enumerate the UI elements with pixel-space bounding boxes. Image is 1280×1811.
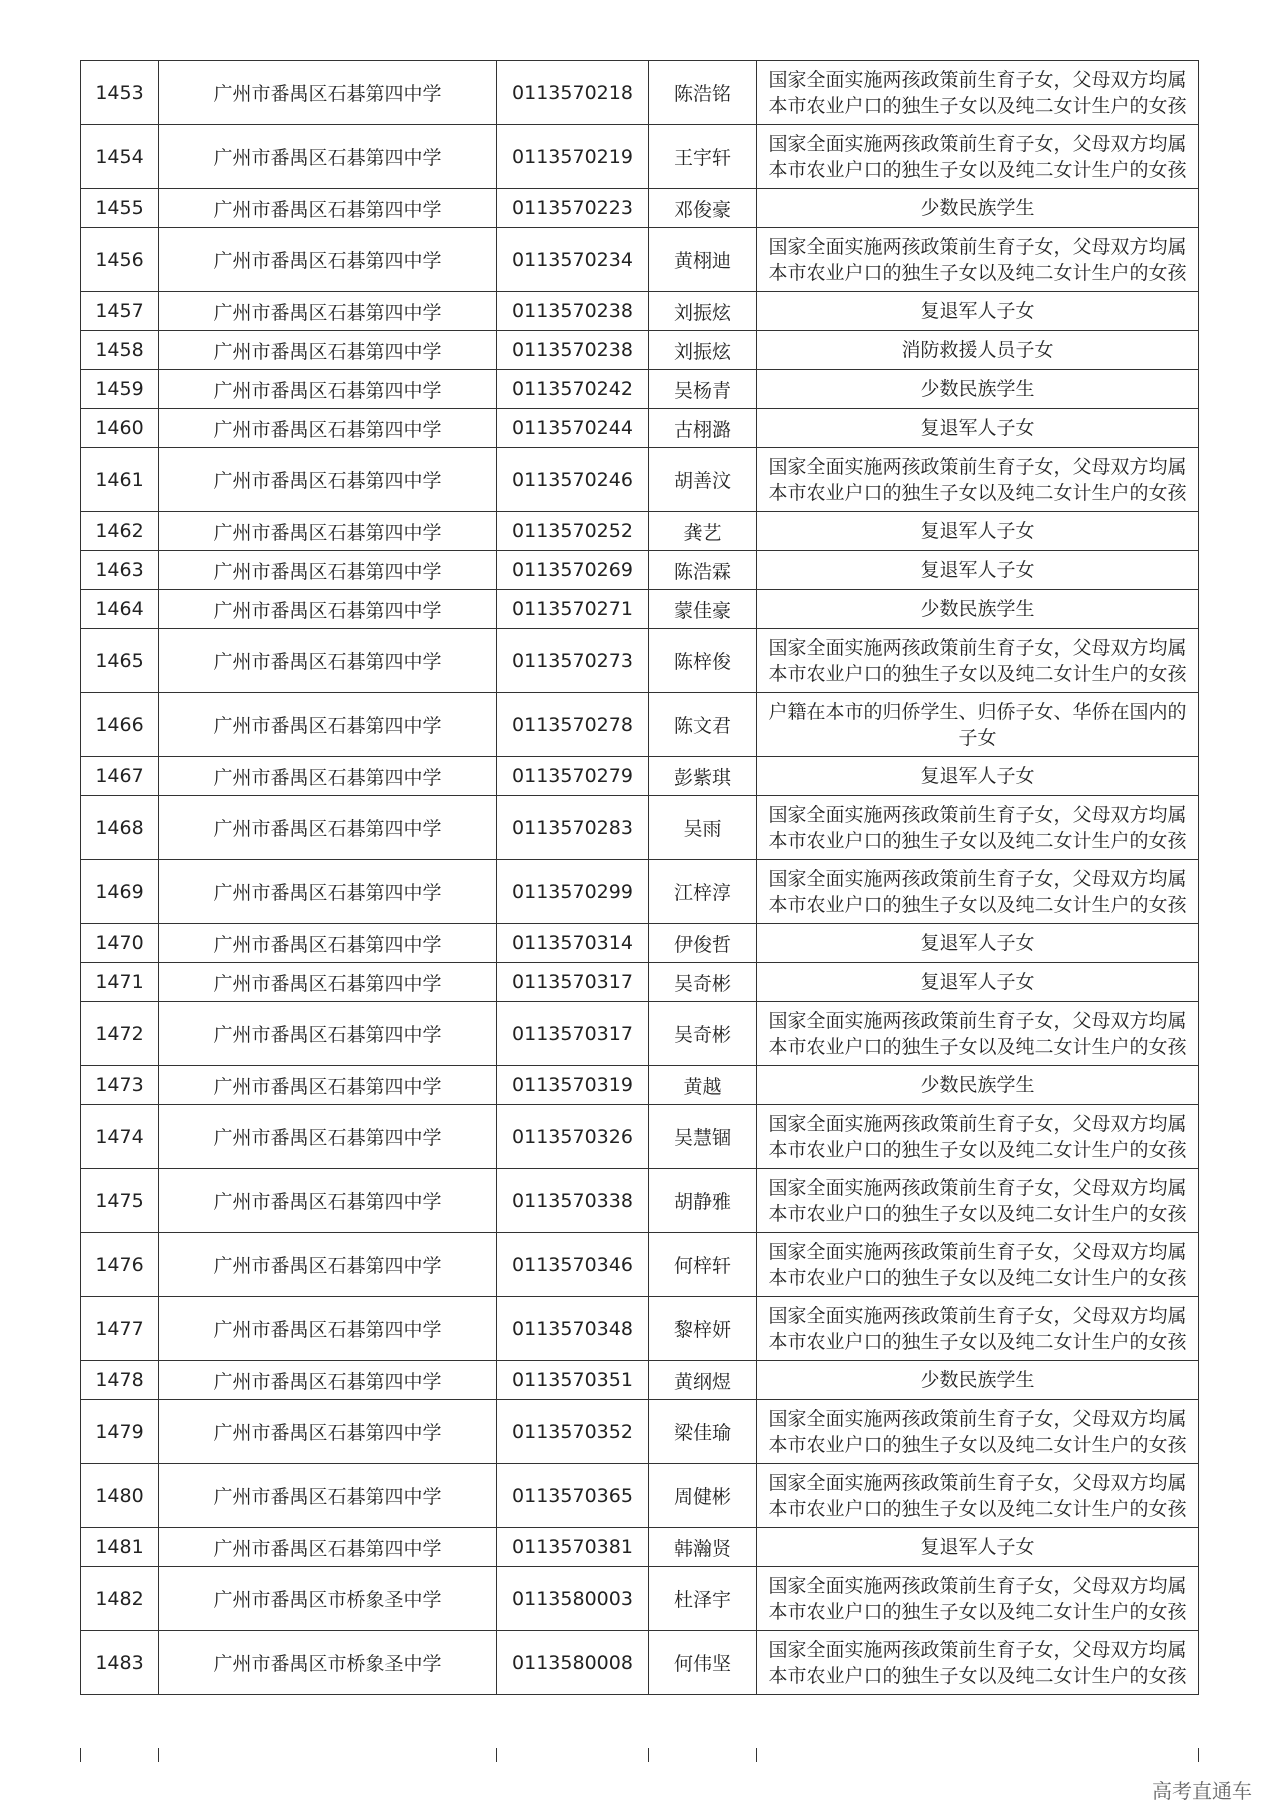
cell-category: 复退军人子女 (757, 963, 1199, 1002)
cell-category: 国家全面实施两孩政策前生育子女，父母双方均属本市农业户口的独生子女以及纯二女计生户的女孩 (757, 1105, 1199, 1169)
cell-number: 1482 (81, 1567, 159, 1631)
cell-student-id: 0113570338 (497, 1169, 649, 1233)
table-row (81, 1400, 1199, 1464)
cell-name: 胡静雅 (649, 1169, 757, 1233)
cell-category: 复退军人子女 (757, 757, 1199, 796)
cell-name: 古栩潞 (649, 409, 757, 448)
cell-student-id: 0113570317 (497, 1002, 649, 1066)
table-row (81, 1464, 1199, 1528)
cell-student-id: 0113570279 (497, 757, 649, 796)
cell-school: 广州市番禺区石碁第四中学 (159, 1105, 497, 1169)
cell-student-id: 0113570283 (497, 796, 649, 860)
table-row (81, 860, 1199, 924)
cell-category: 国家全面实施两孩政策前生育子女，父母双方均属本市农业户口的独生子女以及纯二女计生户的女孩 (757, 1567, 1199, 1631)
cell-school: 广州市番禺区石碁第四中学 (159, 1233, 497, 1297)
table-row (81, 629, 1199, 693)
cell-school: 广州市番禺区石碁第四中学 (159, 551, 497, 590)
cell-school: 广州市番禺区石碁第四中学 (159, 693, 497, 757)
cell-category: 消防救援人员子女 (757, 331, 1199, 370)
table-row (81, 1002, 1199, 1066)
cell-name: 何梓轩 (649, 1233, 757, 1297)
table-continuation-lines (80, 1748, 1198, 1762)
cell-number: 1464 (81, 590, 159, 629)
cell-number: 1465 (81, 629, 159, 693)
cell-number: 1476 (81, 1233, 159, 1297)
cell-category: 复退军人子女 (757, 512, 1199, 551)
cell-name: 吴雨 (649, 796, 757, 860)
table-row (81, 448, 1199, 512)
cell-school: 广州市番禺区石碁第四中学 (159, 448, 497, 512)
cell-school: 广州市番禺区石碁第四中学 (159, 796, 497, 860)
cell-category: 国家全面实施两孩政策前生育子女，父母双方均属本市农业户口的独生子女以及纯二女计生户的女孩 (757, 61, 1199, 125)
table-row (81, 331, 1199, 370)
table-row (81, 796, 1199, 860)
table-row (81, 1361, 1199, 1400)
cell-name: 何伟坚 (649, 1631, 757, 1695)
cell-category: 国家全面实施两孩政策前生育子女，父母双方均属本市农业户口的独生子女以及纯二女计生户的女孩 (757, 1400, 1199, 1464)
cell-name: 陈文君 (649, 693, 757, 757)
cell-category: 复退军人子女 (757, 551, 1199, 590)
cell-student-id: 0113570365 (497, 1464, 649, 1528)
cell-school: 广州市番禺区石碁第四中学 (159, 924, 497, 963)
cell-number: 1469 (81, 860, 159, 924)
cell-school: 广州市番禺区石碁第四中学 (159, 228, 497, 292)
cell-category: 国家全面实施两孩政策前生育子女，父母双方均属本市农业户口的独生子女以及纯二女计生户的女孩 (757, 860, 1199, 924)
cell-number: 1475 (81, 1169, 159, 1233)
cell-student-id: 0113570351 (497, 1361, 649, 1400)
cell-category: 国家全面实施两孩政策前生育子女，父母双方均属本市农业户口的独生子女以及纯二女计生户的女孩 (757, 228, 1199, 292)
cell-name: 周健彬 (649, 1464, 757, 1528)
cell-number: 1454 (81, 125, 159, 189)
cell-school: 广州市番禺区石碁第四中学 (159, 1297, 497, 1361)
cell-name: 陈浩铭 (649, 61, 757, 125)
cell-student-id: 0113570234 (497, 228, 649, 292)
cell-student-id: 0113570381 (497, 1528, 649, 1567)
cell-school: 广州市番禺区石碁第四中学 (159, 1066, 497, 1105)
cell-category: 少数民族学生 (757, 1361, 1199, 1400)
cell-student-id: 0113570352 (497, 1400, 649, 1464)
cell-name: 梁佳瑜 (649, 1400, 757, 1464)
cell-number: 1481 (81, 1528, 159, 1567)
cell-school: 广州市番禺区石碁第四中学 (159, 1361, 497, 1400)
table-row (81, 924, 1199, 963)
cell-school: 广州市番禺区石碁第四中学 (159, 125, 497, 189)
cell-name: 吴奇彬 (649, 1002, 757, 1066)
table-row (81, 512, 1199, 551)
cell-number: 1479 (81, 1400, 159, 1464)
table-row (81, 693, 1199, 757)
cell-school: 广州市番禺区石碁第四中学 (159, 1002, 497, 1066)
cell-name: 黎梓妍 (649, 1297, 757, 1361)
cell-name: 邓俊豪 (649, 189, 757, 228)
cell-school: 广州市番禺区石碁第四中学 (159, 331, 497, 370)
cell-student-id: 0113580008 (497, 1631, 649, 1695)
cell-name: 黄越 (649, 1066, 757, 1105)
cell-number: 1462 (81, 512, 159, 551)
cell-number: 1470 (81, 924, 159, 963)
cell-category: 国家全面实施两孩政策前生育子女，父母双方均属本市农业户口的独生子女以及纯二女计生户的女孩 (757, 1631, 1199, 1695)
cell-number: 1467 (81, 757, 159, 796)
cell-number: 1480 (81, 1464, 159, 1528)
cell-name: 杜泽宇 (649, 1567, 757, 1631)
table-row (81, 1233, 1199, 1297)
cell-school: 广州市番禺区石碁第四中学 (159, 1528, 497, 1567)
cell-student-id: 0113570218 (497, 61, 649, 125)
cell-school: 广州市番禺区石碁第四中学 (159, 590, 497, 629)
cell-student-id: 0113570317 (497, 963, 649, 1002)
cell-school: 广州市番禺区石碁第四中学 (159, 1464, 497, 1528)
cell-number: 1456 (81, 228, 159, 292)
cell-student-id: 0113570326 (497, 1105, 649, 1169)
cell-student-id: 0113570278 (497, 693, 649, 757)
cell-number: 1483 (81, 1631, 159, 1695)
cell-category: 少数民族学生 (757, 189, 1199, 228)
cell-category: 国家全面实施两孩政策前生育子女，父母双方均属本市农业户口的独生子女以及纯二女计生户的女孩 (757, 1169, 1199, 1233)
cell-student-id: 0113570299 (497, 860, 649, 924)
cell-student-id: 0113570219 (497, 125, 649, 189)
cell-number: 1461 (81, 448, 159, 512)
table-row (81, 757, 1199, 796)
cell-number: 1460 (81, 409, 159, 448)
table-row (81, 292, 1199, 331)
table-row (81, 1567, 1199, 1631)
cell-school: 广州市番禺区石碁第四中学 (159, 963, 497, 1002)
cell-name: 刘振炫 (649, 331, 757, 370)
cell-student-id: 0113570238 (497, 331, 649, 370)
cell-school: 广州市番禺区石碁第四中学 (159, 1169, 497, 1233)
cell-category: 国家全面实施两孩政策前生育子女，父母双方均属本市农业户口的独生子女以及纯二女计生户的女孩 (757, 1297, 1199, 1361)
cell-student-id: 0113570314 (497, 924, 649, 963)
cell-name: 陈浩霖 (649, 551, 757, 590)
cell-student-id: 0113570252 (497, 512, 649, 551)
cell-school: 广州市番禺区石碁第四中学 (159, 757, 497, 796)
cell-category: 国家全面实施两孩政策前生育子女，父母双方均属本市农业户口的独生子女以及纯二女计生户的女孩 (757, 796, 1199, 860)
table-row (81, 551, 1199, 590)
cell-name: 陈梓俊 (649, 629, 757, 693)
cell-category: 复退军人子女 (757, 409, 1199, 448)
cell-number: 1471 (81, 963, 159, 1002)
cell-student-id: 0113570223 (497, 189, 649, 228)
cell-name: 王宇轩 (649, 125, 757, 189)
cell-name: 龚艺 (649, 512, 757, 551)
cell-student-id: 0113580003 (497, 1567, 649, 1631)
cell-number: 1474 (81, 1105, 159, 1169)
cell-number: 1453 (81, 61, 159, 125)
cell-name: 韩瀚贤 (649, 1528, 757, 1567)
cell-name: 吴杨青 (649, 370, 757, 409)
cell-category: 复退军人子女 (757, 292, 1199, 331)
cell-school: 广州市番禺区石碁第四中学 (159, 860, 497, 924)
cell-category: 国家全面实施两孩政策前生育子女，父母双方均属本市农业户口的独生子女以及纯二女计生户的女孩 (757, 1233, 1199, 1297)
cell-number: 1457 (81, 292, 159, 331)
table-row (81, 963, 1199, 1002)
cell-name: 黄纲煜 (649, 1361, 757, 1400)
cell-student-id: 0113570238 (497, 292, 649, 331)
cell-student-id: 0113570273 (497, 629, 649, 693)
cell-category: 少数民族学生 (757, 590, 1199, 629)
cell-school: 广州市番禺区石碁第四中学 (159, 1400, 497, 1464)
table-row (81, 1631, 1199, 1695)
cell-category: 国家全面实施两孩政策前生育子女，父母双方均属本市农业户口的独生子女以及纯二女计生户的女孩 (757, 1464, 1199, 1528)
cell-name: 彭紫琪 (649, 757, 757, 796)
table-row (81, 370, 1199, 409)
cell-number: 1455 (81, 189, 159, 228)
cell-school: 广州市番禺区石碁第四中学 (159, 370, 497, 409)
cell-student-id: 0113570242 (497, 370, 649, 409)
cell-school: 广州市番禺区石碁第四中学 (159, 292, 497, 331)
cell-name: 伊俊哲 (649, 924, 757, 963)
watermark-text: 高考直通车 (1152, 1779, 1252, 1803)
cell-category: 少数民族学生 (757, 1066, 1199, 1105)
cell-school: 广州市番禺区石碁第四中学 (159, 61, 497, 125)
cell-number: 1459 (81, 370, 159, 409)
cell-number: 1477 (81, 1297, 159, 1361)
table-body (81, 61, 1199, 1695)
cell-category: 复退军人子女 (757, 924, 1199, 963)
cell-student-id: 0113570346 (497, 1233, 649, 1297)
table-row (81, 1105, 1199, 1169)
admission-table (80, 60, 1199, 1695)
cell-school: 广州市番禺区市桥象圣中学 (159, 1631, 497, 1695)
cell-number: 1478 (81, 1361, 159, 1400)
cell-name: 黄栩迪 (649, 228, 757, 292)
table-row (81, 125, 1199, 189)
cell-number: 1472 (81, 1002, 159, 1066)
cell-category: 复退军人子女 (757, 1528, 1199, 1567)
cell-number: 1458 (81, 331, 159, 370)
table-row (81, 1528, 1199, 1567)
cell-category: 国家全面实施两孩政策前生育子女，父母双方均属本市农业户口的独生子女以及纯二女计生户的女孩 (757, 125, 1199, 189)
cell-student-id: 0113570244 (497, 409, 649, 448)
cell-number: 1468 (81, 796, 159, 860)
cell-category: 国家全面实施两孩政策前生育子女，父母双方均属本市农业户口的独生子女以及纯二女计生户的女孩 (757, 448, 1199, 512)
cell-school: 广州市番禺区石碁第四中学 (159, 629, 497, 693)
table-row (81, 590, 1199, 629)
table-row (81, 1169, 1199, 1233)
cell-name: 江梓淳 (649, 860, 757, 924)
table-row (81, 1066, 1199, 1105)
cell-number: 1473 (81, 1066, 159, 1105)
cell-school: 广州市番禺区石碁第四中学 (159, 189, 497, 228)
table-row (81, 409, 1199, 448)
cell-category: 国家全面实施两孩政策前生育子女，父母双方均属本市农业户口的独生子女以及纯二女计生户的女孩 (757, 629, 1199, 693)
cell-category: 国家全面实施两孩政策前生育子女，父母双方均属本市农业户口的独生子女以及纯二女计生户的女孩 (757, 1002, 1199, 1066)
cell-name: 吴慧锢 (649, 1105, 757, 1169)
cell-category: 少数民族学生 (757, 370, 1199, 409)
cell-school: 广州市番禺区石碁第四中学 (159, 512, 497, 551)
cell-student-id: 0113570269 (497, 551, 649, 590)
cell-student-id: 0113570271 (497, 590, 649, 629)
table-row (81, 189, 1199, 228)
cell-student-id: 0113570319 (497, 1066, 649, 1105)
cell-student-id: 0113570246 (497, 448, 649, 512)
cell-number: 1466 (81, 693, 159, 757)
cell-name: 蒙佳豪 (649, 590, 757, 629)
cell-student-id: 0113570348 (497, 1297, 649, 1361)
cell-name: 吴奇彬 (649, 963, 757, 1002)
cell-category: 户籍在本市的归侨学生、归侨子女、华侨在国内的子女 (757, 693, 1199, 757)
table-row (81, 1297, 1199, 1361)
cell-school: 广州市番禺区石碁第四中学 (159, 409, 497, 448)
cell-school: 广州市番禺区市桥象圣中学 (159, 1567, 497, 1631)
cell-name: 刘振炫 (649, 292, 757, 331)
cell-name: 胡善汶 (649, 448, 757, 512)
cell-number: 1463 (81, 551, 159, 590)
table-row (81, 228, 1199, 292)
table-row (81, 61, 1199, 125)
